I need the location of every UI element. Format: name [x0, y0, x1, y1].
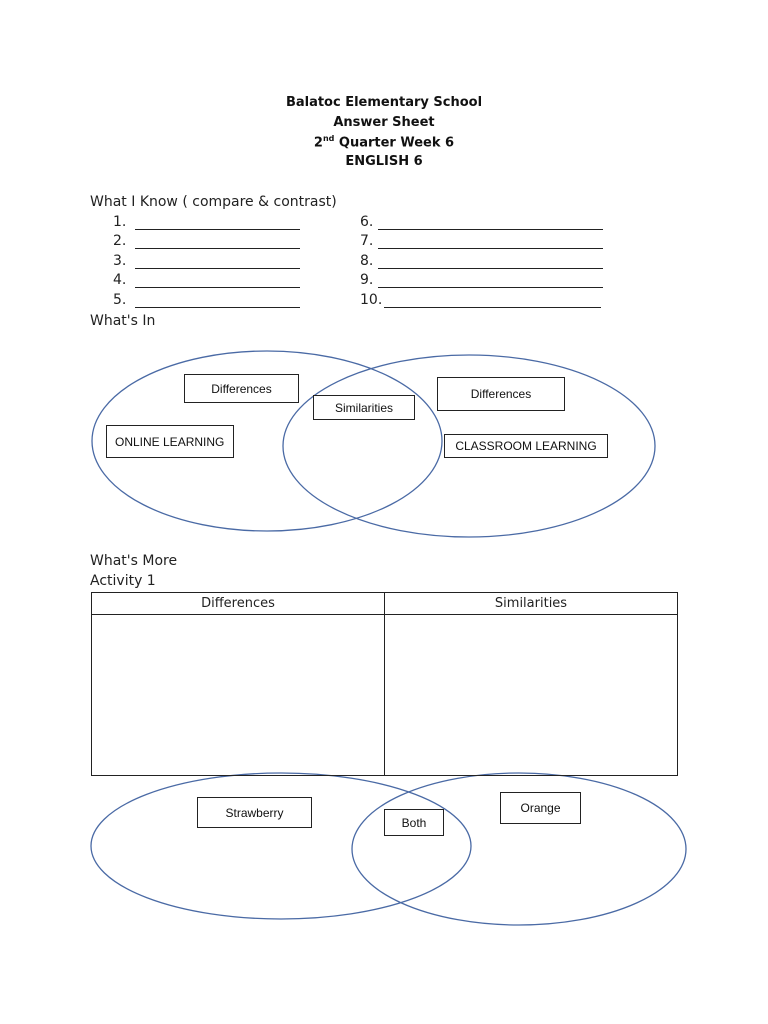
item-number-2: 2.: [113, 233, 127, 249]
item-number-9: 9.: [360, 272, 374, 288]
quarter-rest: Quarter Week 6: [334, 135, 455, 151]
quarter-suffix: nd: [322, 134, 335, 143]
venn-strawberry-circle: [91, 773, 471, 919]
similarities-label: Similarities: [313, 395, 415, 420]
orange-label: Orange: [500, 792, 581, 824]
school-name: Balatoc Elementary School: [285, 95, 483, 110]
comparison-table: [91, 592, 678, 776]
differences-answer-cell[interactable]: [92, 615, 385, 776]
online-learning-label: ONLINE LEARNING: [106, 425, 234, 458]
strawberry-label: Strawberry: [197, 797, 312, 828]
what-i-know-heading: What I Know ( compare & contrast): [90, 194, 337, 210]
subject-title: ENGLISH 6: [345, 154, 423, 169]
item-number-8: 8.: [360, 253, 374, 269]
item-number-3: 3.: [113, 253, 127, 269]
table-header-differences: Differences: [92, 593, 385, 615]
table-header-similarities: Similarities: [385, 593, 678, 615]
differences-right-label: Differences: [437, 377, 565, 411]
item-number-6: 6.: [360, 214, 374, 230]
table-header-row: [92, 593, 678, 615]
similarities-answer-cell[interactable]: [385, 615, 678, 776]
both-label: Both: [384, 809, 444, 836]
item-number-5: 5.: [113, 292, 127, 308]
whats-in-heading: What's In: [90, 313, 156, 329]
item-number-10: 10.: [360, 292, 383, 308]
item-number-1: 1.: [113, 214, 127, 230]
activity-heading: Activity 1: [90, 573, 156, 589]
item-number-7: 7.: [360, 233, 374, 249]
quarter-number: 2: [313, 135, 323, 151]
sheet-title: Answer Sheet: [333, 115, 435, 130]
table-answer-row: [92, 615, 678, 776]
differences-left-label: Differences: [184, 374, 299, 403]
whats-more-heading: What's More: [90, 553, 178, 569]
item-number-4: 4.: [113, 272, 127, 288]
classroom-learning-label: CLASSROOM LEARNING: [444, 434, 608, 458]
